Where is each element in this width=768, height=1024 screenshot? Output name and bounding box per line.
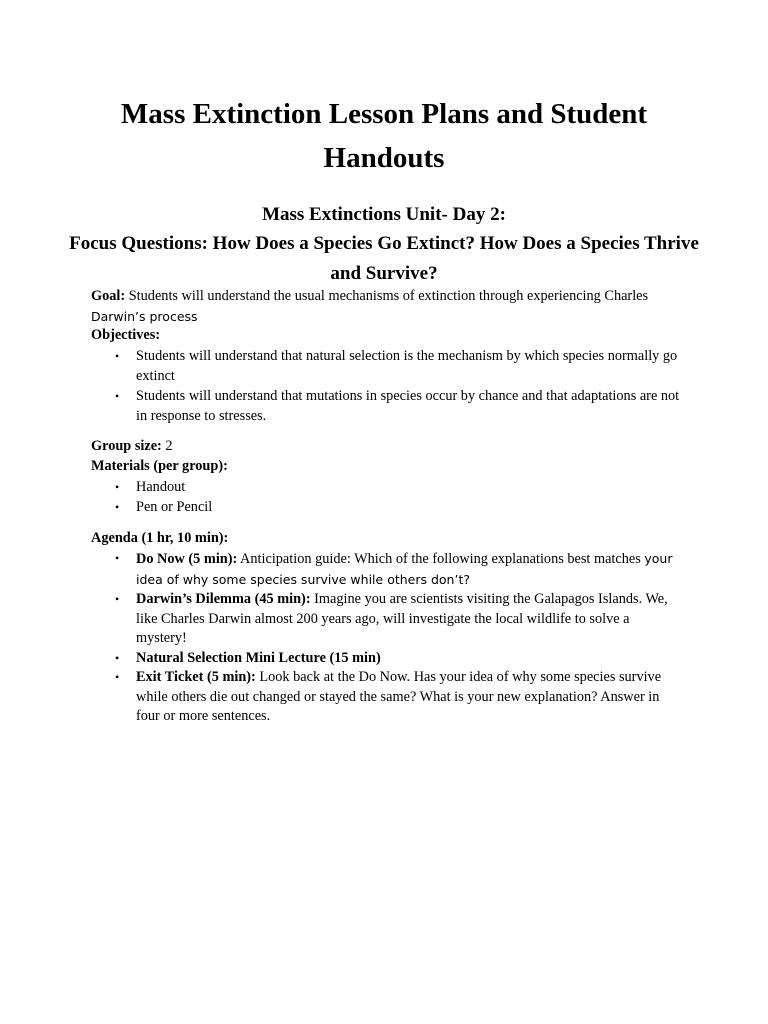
goal-text-continued: Darwin’s process — [91, 308, 198, 324]
list-item — [91, 347, 681, 386]
material-text: Handout — [136, 479, 186, 495]
goal-paragraph — [91, 287, 691, 327]
list-item — [91, 549, 681, 590]
agenda-label: Agenda (1 hr, 10 min): — [91, 530, 229, 546]
list-item — [91, 649, 681, 669]
agenda-item-label: Do Now (5 min): — [136, 551, 238, 567]
list-item — [91, 498, 681, 518]
bullet-icon: • — [115, 592, 120, 606]
bullet-icon: • — [115, 389, 120, 403]
agenda-item-label: Natural Selection Mini Lecture (15 min) — [136, 649, 381, 666]
agenda-list — [91, 549, 681, 727]
bullet-icon: • — [115, 650, 120, 665]
agenda-item-label: Exit Ticket (5 min): — [136, 669, 256, 685]
unit-title: Mass Extinctions Unit- Day 2: — [262, 204, 506, 225]
materials-label: Materials (per group): — [91, 458, 228, 474]
agenda-item-label: Darwin’s Dilemma (45 min): — [136, 591, 311, 607]
objective-text: Students will understand that mutations in species occur by chance and that adaptations are not in response to stresses. — [136, 388, 680, 424]
group-size-value: 2 — [161, 438, 173, 454]
bullet-icon: • — [115, 480, 120, 494]
bullet-icon: • — [115, 551, 120, 565]
document-title: Mass Extinction Lesson Plans and Student Handouts — [120, 98, 648, 174]
material-text: Pen or Pencil — [136, 498, 213, 515]
objectives-list — [91, 347, 681, 426]
list-item — [91, 387, 681, 426]
agenda-item-text: Look back at the Do Now. Has your idea of why some species survive while others die out changed or stayed the same? What is your new explanation? Answer in four or more sentences. — [136, 669, 662, 724]
agenda-item-text: Anticipation guide: Which of the following explanations best matches — [237, 551, 645, 567]
bullet-icon: • — [115, 499, 120, 514]
focus-questions: Focus Questions: How Does a Species Go Extinct? How Does a Species Thrive and Survive? — [69, 233, 699, 284]
bullet-icon: • — [115, 349, 120, 363]
list-item — [91, 668, 681, 727]
goal-text: Students will understand the usual mechanisms of extinction through experiencing Charles — [125, 288, 649, 304]
group-size — [91, 437, 691, 457]
bullet-icon: • — [115, 670, 120, 684]
group-size-label: Group size: — [91, 438, 162, 454]
goal-label: Goal: — [91, 288, 126, 304]
agenda-item-text-continued: your idea of why some species survive while others don’t? — [136, 551, 673, 587]
list-item — [91, 478, 681, 498]
list-item — [91, 590, 681, 649]
materials-list — [91, 478, 681, 517]
objectives-label: Objectives: — [91, 327, 161, 343]
objective-text: Students will understand that natural selection is the mechanism by which species normally go extinct — [136, 348, 678, 384]
agenda-item-text: Imagine you are scientists visiting the Galapagos Islands. We, like Charles Darwin almost 200 years ago, will investigate the local wildlife to solve a mystery! — [136, 591, 668, 646]
